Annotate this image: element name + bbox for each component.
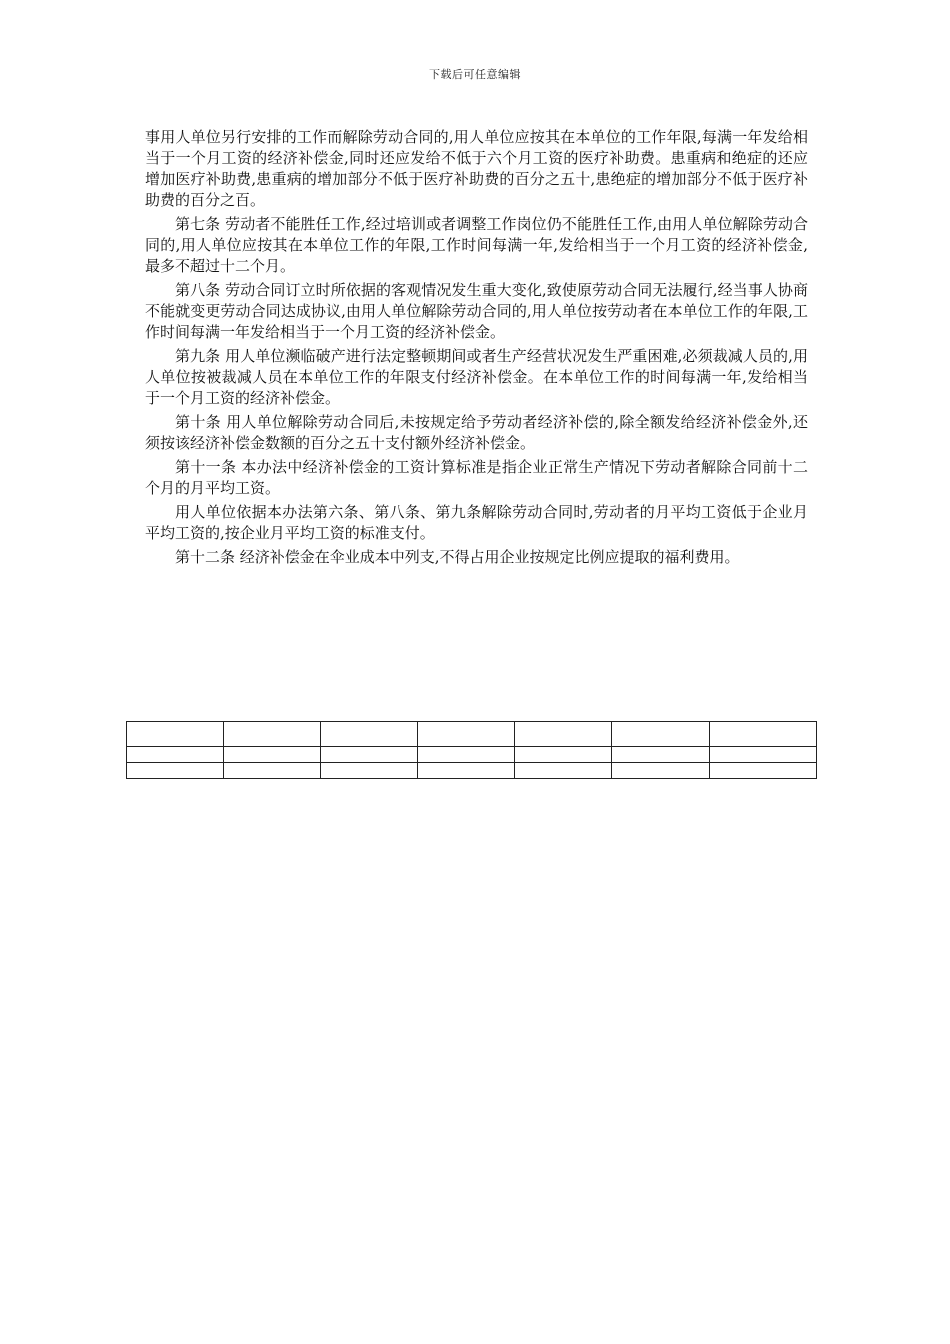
paragraph-article-11: 第十一条 本办法中经济补偿金的工资计算标准是指企业正常生产情况下劳动者解除合同前十二个月的月平均工资。 <box>145 458 808 497</box>
document-body <box>145 127 808 571</box>
paragraph-continuation: 事用人单位另行安排的工作而解除劳动合同的,用人单位应按其在本单位的工作年限,每满一年发给相当于一个月工资的经济补偿金,同时还应发给不低于六个月工资的医疗补助费。患重病和绝症的还应增加医疗补助费,患重病的增加部分不低于医疗补助费的百分之五十,患绝症的增加部分不低于医疗补助费的百分之百。 <box>145 128 808 209</box>
table-cell <box>710 763 817 779</box>
paragraph-article-12: 第十二条 经济补偿金在伞业成本中列支,不得占用企业按规定比例应提取的福利费用。 <box>175 548 740 566</box>
table-cell <box>710 722 817 747</box>
table-cell <box>418 763 515 779</box>
table-row <box>127 763 817 779</box>
paragraph-article-11-supplement: 用人单位依据本办法第六条、第八条、第九条解除劳动合同时,劳动者的月平均工资低于企业月平均工资的,按企业月平均工资的标准支付。 <box>145 503 808 542</box>
table-row <box>127 722 817 747</box>
table-cell <box>224 747 321 763</box>
table-cell <box>224 722 321 747</box>
table-cell <box>515 722 612 747</box>
table-cell <box>418 722 515 747</box>
page-header-note: 下载后可任意编辑 <box>429 68 521 81</box>
paragraph-article-10: 第十条 用人单位解除劳动合同后,未按规定给予劳动者经济补偿的,除全额发给经济补偿金外,还须按该经济补偿金数额的百分之五十支付额外经济补偿金。 <box>145 413 808 452</box>
table-cell <box>321 722 418 747</box>
empty-grid-table <box>126 721 817 779</box>
table-cell <box>515 763 612 779</box>
table-cell <box>127 722 224 747</box>
table-cell <box>127 747 224 763</box>
table-cell <box>612 747 710 763</box>
table-cell <box>418 747 515 763</box>
table-cell <box>127 763 224 779</box>
table-cell <box>224 763 321 779</box>
table-cell <box>710 747 817 763</box>
table-row <box>127 747 817 763</box>
table-cell <box>612 763 710 779</box>
table-cell <box>612 722 710 747</box>
paragraph-article-9: 第九条 用人单位濒临破产进行法定整顿期间或者生产经营状况发生严重困难,必须裁减人员的,用人单位按被裁减人员在本单位工作的年限支付经济补偿金。在本单位工作的时间每满一年,发给相当于一个月工资的经济补偿金。 <box>145 347 808 407</box>
paragraph-article-7: 第七条 劳动者不能胜任工作,经过培训或者调整工作岗位仍不能胜任工作,由用人单位解除劳动合同的,用人单位应按其在本单位工作的年限,工作时间每满一年,发给相当于一个月工资的经济补偿金,最多不超过十二个月。 <box>145 215 808 275</box>
table-cell <box>515 747 612 763</box>
table-cell <box>321 763 418 779</box>
table-cell <box>321 747 418 763</box>
paragraph-article-8: 第八条 劳动合同订立时所依据的客观情况发生重大变化,致使原劳动合同无法履行,经当事人协商不能就变更劳动合同达成协议,由用人单位解除劳动合同的,用人单位按劳动者在本单位工作的年限,工作时间每满一年发给相当于一个月工资的经济补偿金。 <box>145 281 808 341</box>
